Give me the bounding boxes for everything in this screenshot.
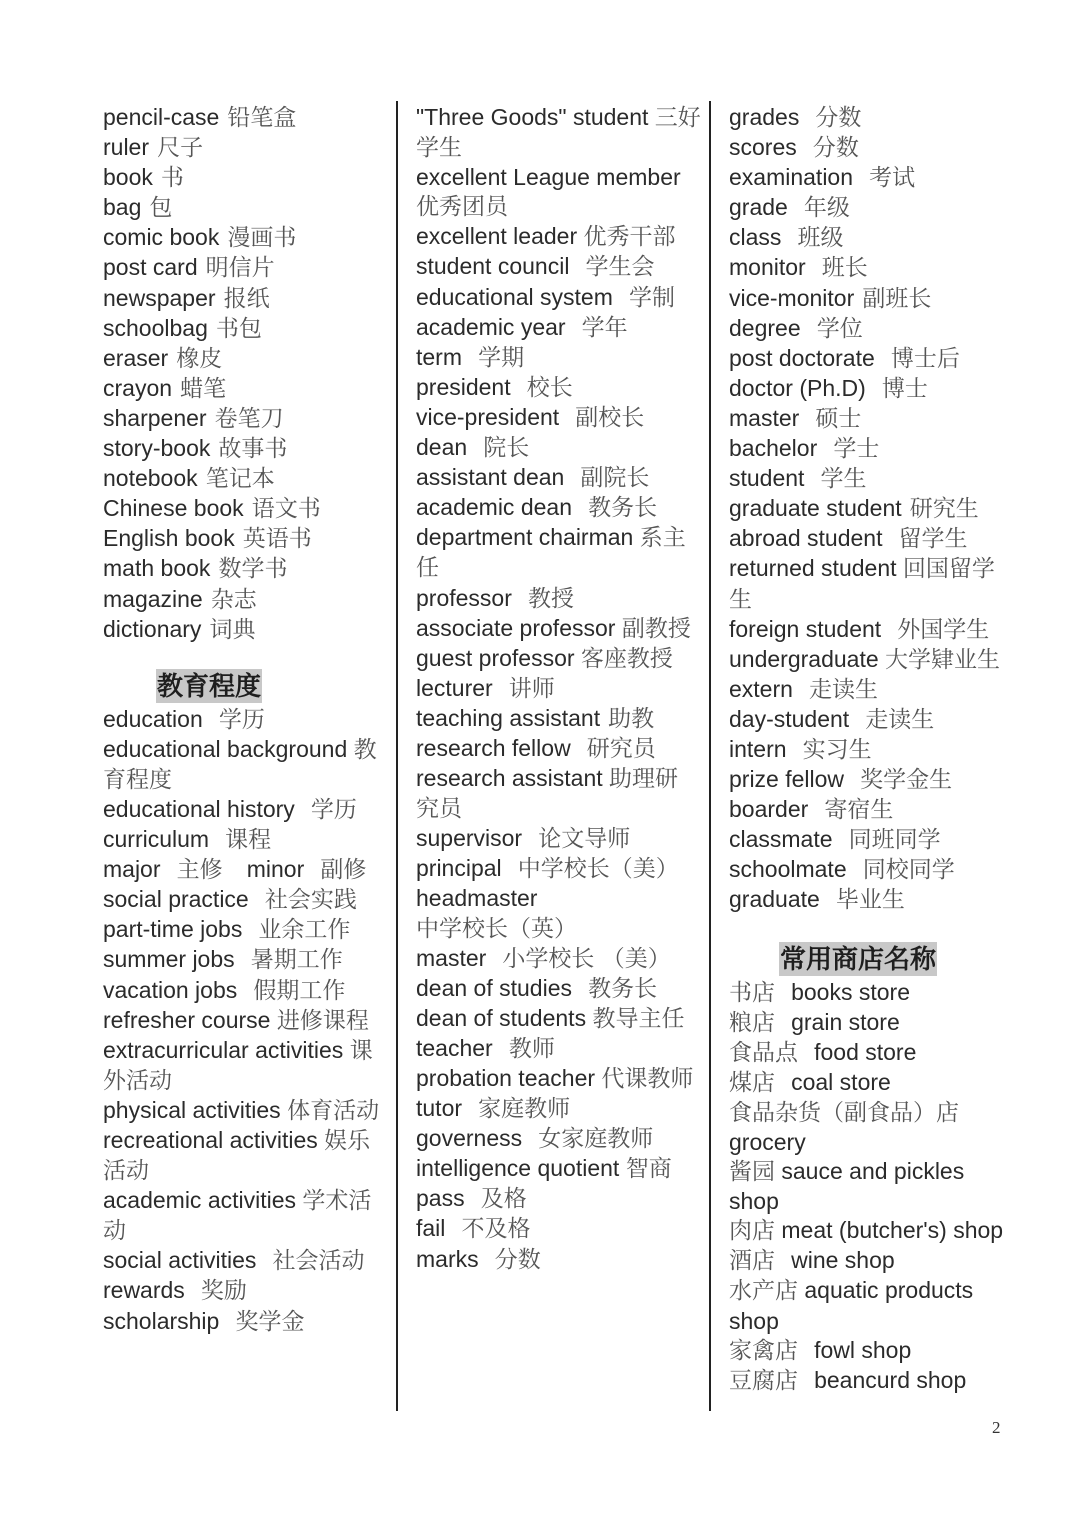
vocab-entry: part-time jobs 业余工作: [103, 916, 351, 944]
vocab-entry: intelligence quotient 智商: [416, 1155, 672, 1183]
vocab-entry: educational background 教育程度: [103, 735, 377, 793]
vocab-entry: research assistant 助理研究员: [416, 765, 679, 823]
vocab-entry: 粮店 grain store: [729, 1008, 900, 1036]
vocab-entry: book 书: [103, 164, 184, 192]
section-heading-education: [103, 669, 388, 705]
vocab-entry: crayon 蜡笔: [103, 374, 227, 402]
vocab-entry: grades 分数: [729, 104, 862, 131]
vocab-entry: examination 考试: [729, 164, 916, 192]
vocab-entry: rewards 奖励: [103, 1277, 247, 1305]
vocab-entry: tutor 家庭教师: [416, 1095, 571, 1123]
column-3: [729, 103, 1014, 1396]
vocab-entry: probation teacher 代课教师: [416, 1065, 694, 1092]
vocab-entry: student council 学生会: [416, 253, 655, 281]
vocab-entry: curriculum 课程: [103, 826, 272, 854]
vocab-entry: summer jobs 暑期工作: [103, 946, 343, 974]
vocab-entry: monitor 班长: [729, 254, 868, 282]
vocab-entry: educational system 学制: [416, 283, 675, 311]
school-roles-list: [416, 103, 701, 1275]
vocab-entry: dictionary 词典: [103, 615, 256, 643]
vocab-entry: prize fellow 奖学金生: [729, 766, 953, 794]
vocab-entry: major 主修 minor 副修: [103, 856, 367, 884]
page-number: 2: [992, 1418, 1001, 1437]
section-heading-text: 常用商店名称: [780, 943, 937, 974]
vocab-entry: recreational activities 娱乐活动: [103, 1127, 371, 1185]
vocab-entry: 家禽店 fowl shop: [729, 1336, 912, 1364]
vocab-entry: schoolbag 书包: [103, 314, 262, 342]
vocab-entry: extracurricular activities 课外活动: [103, 1036, 373, 1094]
vocab-entry: math book 数学书: [103, 555, 288, 583]
vocab-entry: term 学期: [416, 343, 525, 371]
vocab-entry: professor 教授: [416, 584, 574, 612]
vocab-entry: doctor (Ph.D) 博士: [729, 374, 928, 402]
vocab-entry: 食品点 food store: [729, 1038, 917, 1066]
column-2: [416, 103, 701, 1275]
vocab-entry: comic book 漫画书: [103, 224, 297, 252]
vocab-entry: notebook 笔记本: [103, 465, 275, 493]
vocab-entry: president 校长: [416, 373, 573, 401]
vocab-entry: academic dean 教务长: [416, 494, 658, 522]
vocab-entry: refresher course 进修课程: [103, 1006, 369, 1034]
vocab-entry: excellent League member 优秀团员: [416, 164, 681, 221]
vocab-entry: headmaster 中学校长（英）: [416, 885, 577, 942]
vocab-entry: social activities 社会活动: [103, 1247, 365, 1275]
section-heading-text: 教育程度: [157, 670, 262, 701]
education-list: [103, 705, 388, 1337]
vocab-entry: dean of studies 教务长: [416, 974, 658, 1002]
vocab-entry: pencil-case 铅笔盒: [103, 104, 297, 131]
vocab-entry: class 班级: [729, 224, 844, 252]
vocab-entry: excellent leader 优秀干部: [416, 223, 676, 251]
vocab-entry: undergraduate 大学肄业生: [729, 645, 1001, 673]
shops-list: [729, 978, 1014, 1396]
vocab-entry: governess 女家庭教师: [416, 1125, 654, 1153]
vocab-entry: physical activities 体育活动: [103, 1096, 380, 1124]
vocab-entry: extern 走读生: [729, 675, 879, 703]
vocab-entry: dean of students 教导主任: [416, 1004, 685, 1032]
vocab-entry: ruler 尺子: [103, 134, 204, 162]
vocab-entry: academic year 学年: [416, 313, 628, 341]
vocab-entry: fail 不及格: [416, 1215, 531, 1243]
vocab-entry: vice-president 副校长: [416, 403, 645, 431]
vocab-entry: foreign student 外国学生: [729, 615, 990, 643]
vocab-entry: 食品杂货（副食品）店 grocery: [729, 1099, 959, 1155]
vocab-entry: bachelor 学士: [729, 435, 880, 463]
vocab-entry: dean 院长: [416, 434, 530, 462]
vocab-entry: education 学历: [103, 705, 265, 733]
vocab-entry: associate professor 副教授: [416, 614, 691, 642]
vocab-entry: degree 学位: [729, 314, 863, 342]
vocab-entry: post doctorate 博士后: [729, 344, 960, 372]
vocab-entry: 酒店 wine shop: [729, 1247, 895, 1275]
vocab-entry: 肉店 meat (butcher's) shop: [729, 1217, 1004, 1245]
vocab-entry: social practice 社会实践: [103, 886, 357, 914]
vocab-entry: 水产店 aquatic products shop: [729, 1277, 974, 1334]
vocab-entry: 书店 books store: [729, 978, 910, 1006]
vocab-entry: assistant dean 副院长: [416, 464, 650, 492]
vocab-entry: lecturer 讲师: [416, 674, 555, 702]
vocab-entry: research fellow 研究员: [416, 734, 656, 762]
vocab-entry: marks 分数: [416, 1245, 541, 1273]
vocab-entry: boarder 寄宿生: [729, 796, 894, 824]
vocab-entry: abroad student 留学生: [729, 525, 968, 553]
vocab-entry: grade 年级: [729, 194, 850, 222]
vocab-entry: Chinese book 语文书: [103, 495, 321, 523]
vocab-entry: magazine 杂志: [103, 585, 257, 613]
vocab-entry: teaching assistant 助教: [416, 704, 655, 732]
vocab-entry: graduate 毕业生: [729, 886, 905, 914]
section-heading-shops: [729, 942, 1014, 978]
vocab-entry: newspaper 报纸: [103, 284, 270, 312]
vocab-entry: student 学生: [729, 465, 867, 493]
vocab-entry: day-student 走读生: [729, 705, 935, 733]
stationery-list: [103, 103, 388, 645]
column-divider: [709, 101, 711, 1411]
vocab-entry: vice-monitor 副班长: [729, 284, 932, 312]
vocab-entry: educational history 学历: [103, 795, 357, 823]
vocab-entry: master 硕士: [729, 404, 862, 432]
vocab-entry: supervisor 论文导师: [416, 825, 631, 853]
vocab-entry: post card 明信片: [103, 254, 275, 282]
vocab-entry: bag 包: [103, 194, 173, 222]
vocab-entry: pass 及格: [416, 1185, 527, 1213]
vocab-entry: 酱园 sauce and pickles shop: [729, 1158, 965, 1215]
column-1: [103, 103, 388, 1337]
vocab-entry: principal 中学校长（美）: [416, 855, 679, 883]
vocab-entry: scores 分数: [729, 134, 859, 162]
vocab-entry: scholarship 奖学金: [103, 1307, 305, 1335]
vocab-entry: eraser 橡皮: [103, 344, 223, 372]
vocab-entry: academic activities 学术活动: [103, 1187, 372, 1245]
vocab-entry: 煤店 coal store: [729, 1068, 891, 1096]
vocab-entry: intern 实习生: [729, 735, 872, 763]
vocab-entry: schoolmate 同校同学: [729, 856, 955, 884]
vocab-entry: graduate student 研究生: [729, 495, 979, 523]
vocab-entry: story-book 故事书: [103, 435, 288, 463]
vocab-entry: classmate 同班同学: [729, 826, 941, 854]
vocab-entry: returned student 回国留学生: [729, 555, 995, 613]
vocab-entry: sharpener 卷笔刀: [103, 404, 284, 432]
vocab-entry: 豆腐店 beancurd shop: [729, 1366, 967, 1394]
vocab-entry: English book 英语书: [103, 525, 312, 553]
vocab-entry: department chairman 系主任: [416, 524, 686, 582]
column-divider: [396, 101, 398, 1411]
vocab-entry: vacation jobs 假期工作: [103, 976, 346, 1004]
vocab-entry: master 小学校长 （美）: [416, 944, 671, 972]
students-list: [729, 103, 1014, 916]
vocab-entry: teacher 教师: [416, 1034, 555, 1062]
vocab-entry: guest professor 客座教授: [416, 644, 673, 672]
vocab-entry: "Three Goods" student 三好学生: [416, 104, 701, 162]
